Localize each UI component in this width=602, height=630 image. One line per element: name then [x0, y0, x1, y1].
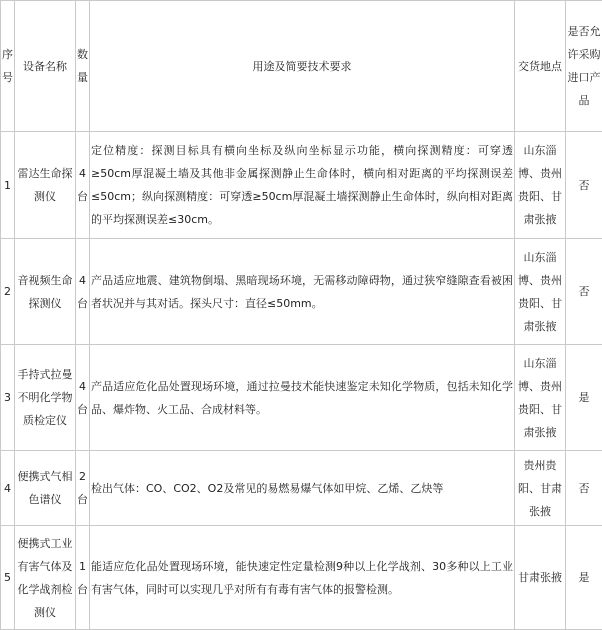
- row-spec: 检出气体：CO、CO2、O2及常见的易燃易爆气体如甲烷、乙烯、乙炔等: [90, 451, 515, 526]
- row-name: 便携式工业有害气体及化学战剂检测仪: [15, 526, 76, 630]
- row-location: 甘肃张掖: [515, 526, 566, 630]
- row-qty: 4台: [76, 239, 90, 345]
- row-name: 音视频生命探测仪: [15, 239, 76, 345]
- row-spec: 产品适应危化品处置现场环境，通过拉曼技术能快速鉴定未知化学物质，包括未知化学品、爆炸物、火工品、合成材料等。: [90, 345, 515, 451]
- row-seq: 4: [1, 451, 15, 526]
- row-name: 便携式气相色谱仪: [15, 451, 76, 526]
- row-name: 雷达生命探测仪: [15, 132, 76, 239]
- table-row: [1, 345, 602, 451]
- table-row: [1, 239, 602, 345]
- row-import: 否: [566, 451, 602, 526]
- row-import: 是: [566, 526, 602, 630]
- row-location: 山东淄博、贵州贵阳、甘肃张掖: [515, 132, 566, 239]
- row-spec: 定位精度：探测目标具有横向坐标及纵向坐标显示功能，横向探测精度：可穿透≥50cm厚混凝土墙及其他非金属探测静止生命体时，横向相对距离的平均探测误差≤50cm；纵向探测精度：可穿透≥50cm厚混凝土墙探测静止生命体时，纵向相对距离的平均探测误差≤30cm。: [90, 132, 515, 239]
- row-qty: 4台: [76, 132, 90, 239]
- header-import: 是否允许采购进口产品: [566, 1, 602, 132]
- row-qty: 2台: [76, 451, 90, 526]
- row-import: 否: [566, 132, 602, 239]
- header-location: 交货地点: [515, 1, 566, 132]
- row-name: 手持式拉曼不明化学物质检定仪: [15, 345, 76, 451]
- table-row: [1, 451, 602, 526]
- header-seq: 序号: [1, 1, 15, 132]
- row-location: 贵州贵阳、甘肃张掖: [515, 451, 566, 526]
- row-location: 山东淄博、贵州贵阳、甘肃张掖: [515, 239, 566, 345]
- row-location: 山东淄博、贵州贵阳、甘肃张掖: [515, 345, 566, 451]
- row-qty: 4台: [76, 345, 90, 451]
- row-import: 是: [566, 345, 602, 451]
- row-import: 否: [566, 239, 602, 345]
- row-seq: 3: [1, 345, 15, 451]
- row-spec: 能适应危化品处置现场环境，能快速定性定量检测9种以上化学战剂、30多种以上工业有害气体，同时可以实现几乎对所有有毒有害气体的报警检测。: [90, 526, 515, 630]
- header-row: [1, 1, 602, 132]
- row-seq: 5: [1, 526, 15, 630]
- header-qty: 数量: [76, 1, 90, 132]
- row-spec: 产品适应地震、建筑物倒塌、黑暗现场环境，无需移动障碍物，通过狭窄缝隙查看被困者状况并与其对话。探头尺寸：直径≤50mm。: [90, 239, 515, 345]
- row-qty: 1台: [76, 526, 90, 630]
- table-row: [1, 132, 602, 239]
- header-spec: 用途及简要技术要求: [90, 1, 515, 132]
- header-name: 设备名称: [15, 1, 76, 132]
- row-seq: 1: [1, 132, 15, 239]
- row-seq: 2: [1, 239, 15, 345]
- table-row: [1, 526, 602, 630]
